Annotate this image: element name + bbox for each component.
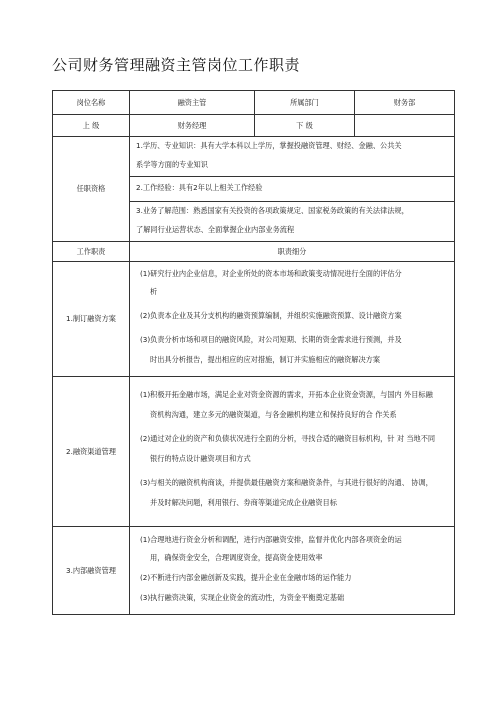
duties-detail-label: 职责细分	[130, 242, 455, 262]
duty-label: 1.制订融资方案	[53, 262, 130, 377]
qualification-item: 1.学历、专业知识：具有大学本科以上学历，掌握投融资管理、财经、金融、公共关 系学等方面的专业知识	[130, 137, 454, 177]
position-label: 岗位名称	[53, 91, 130, 115]
qualifications-label: 任职资格	[53, 137, 130, 242]
dept-value: 财务部	[355, 91, 455, 115]
header-row	[53, 91, 455, 115]
duty-row	[53, 527, 455, 615]
superior-value: 财务经理	[130, 115, 255, 137]
subordinate-label: 下 级	[255, 115, 355, 137]
superior-label: 上 级	[53, 115, 130, 137]
duty-row	[53, 377, 455, 527]
job-description-table	[52, 90, 455, 615]
duties-label: 工作职责	[53, 242, 130, 262]
duty-content: (1)合理地进行资金分析和调配，进行内部融资安排，监督并优化内部各项资金的运 用，确保资金安全，合理调度资金，提高资金使用效率 (2)不断进行内部金融创新及实践，提升企业在金融市场的运作能力 (3)执行融资决策，实现企业资金的流动性，为资金平衡奠定基础	[130, 527, 455, 615]
duty-row	[53, 262, 455, 377]
duty-content: (1)研究行业内企业信息，对企业所处的资本市场和政策变动情况进行全面的评估分 析 (2)负责本企业及其分支机构的融资预算编制，并组织实施融资预算、设计融资方案 (3)负责分析市场和项目的融资风险，对公司短期、长期的资金需求进行预测，并及 时出具分析报告，提出相应的应对措施，制订并实施相应的融资解决方案	[130, 262, 455, 377]
dept-label: 所属部门	[255, 91, 355, 115]
duty-label: 3.内部融资管理	[53, 527, 130, 615]
duty-content: (1)积极开拓金融市场，满足企业对资金资源的需求，开拓本企业资金资源，与国内 外目标融 资机构沟通，建立多元的融资渠道，与各金融机构建立和保持良好的合 作关系 (2)通过对企业的资产和负债状况进行全面的分析，寻找合适的融资目标机构，针 对 当地不同 银行的特点设计融资项目和方式 (3)与相关的融资机构商谈，并提供最佳融资方案和融资条件，与其进行很好的沟通、 协调， 并及时解决问题，利用银行、券商等渠道完成企业融资目标	[130, 377, 455, 527]
qualifications-row	[53, 137, 455, 242]
duty-label: 2.融资渠道管理	[53, 377, 130, 527]
superior-row	[53, 115, 455, 137]
position-value: 融资主管	[130, 91, 255, 115]
page-title: 公司财务管理融资主管岗位工作职责	[52, 56, 301, 74]
subordinate-value	[355, 115, 455, 137]
qualifications-content	[130, 137, 455, 242]
qualification-item: 3.业务了解范围：熟悉国家有关投资的各项政策规定、国家税务政策的有关法律法规， 了解同行业运营状态、全面掌握企业内部业务流程	[136, 206, 409, 234]
duties-header-row	[53, 242, 455, 262]
qualification-item: 2.工作经验：具有2年以上相关工作经验	[130, 177, 454, 202]
